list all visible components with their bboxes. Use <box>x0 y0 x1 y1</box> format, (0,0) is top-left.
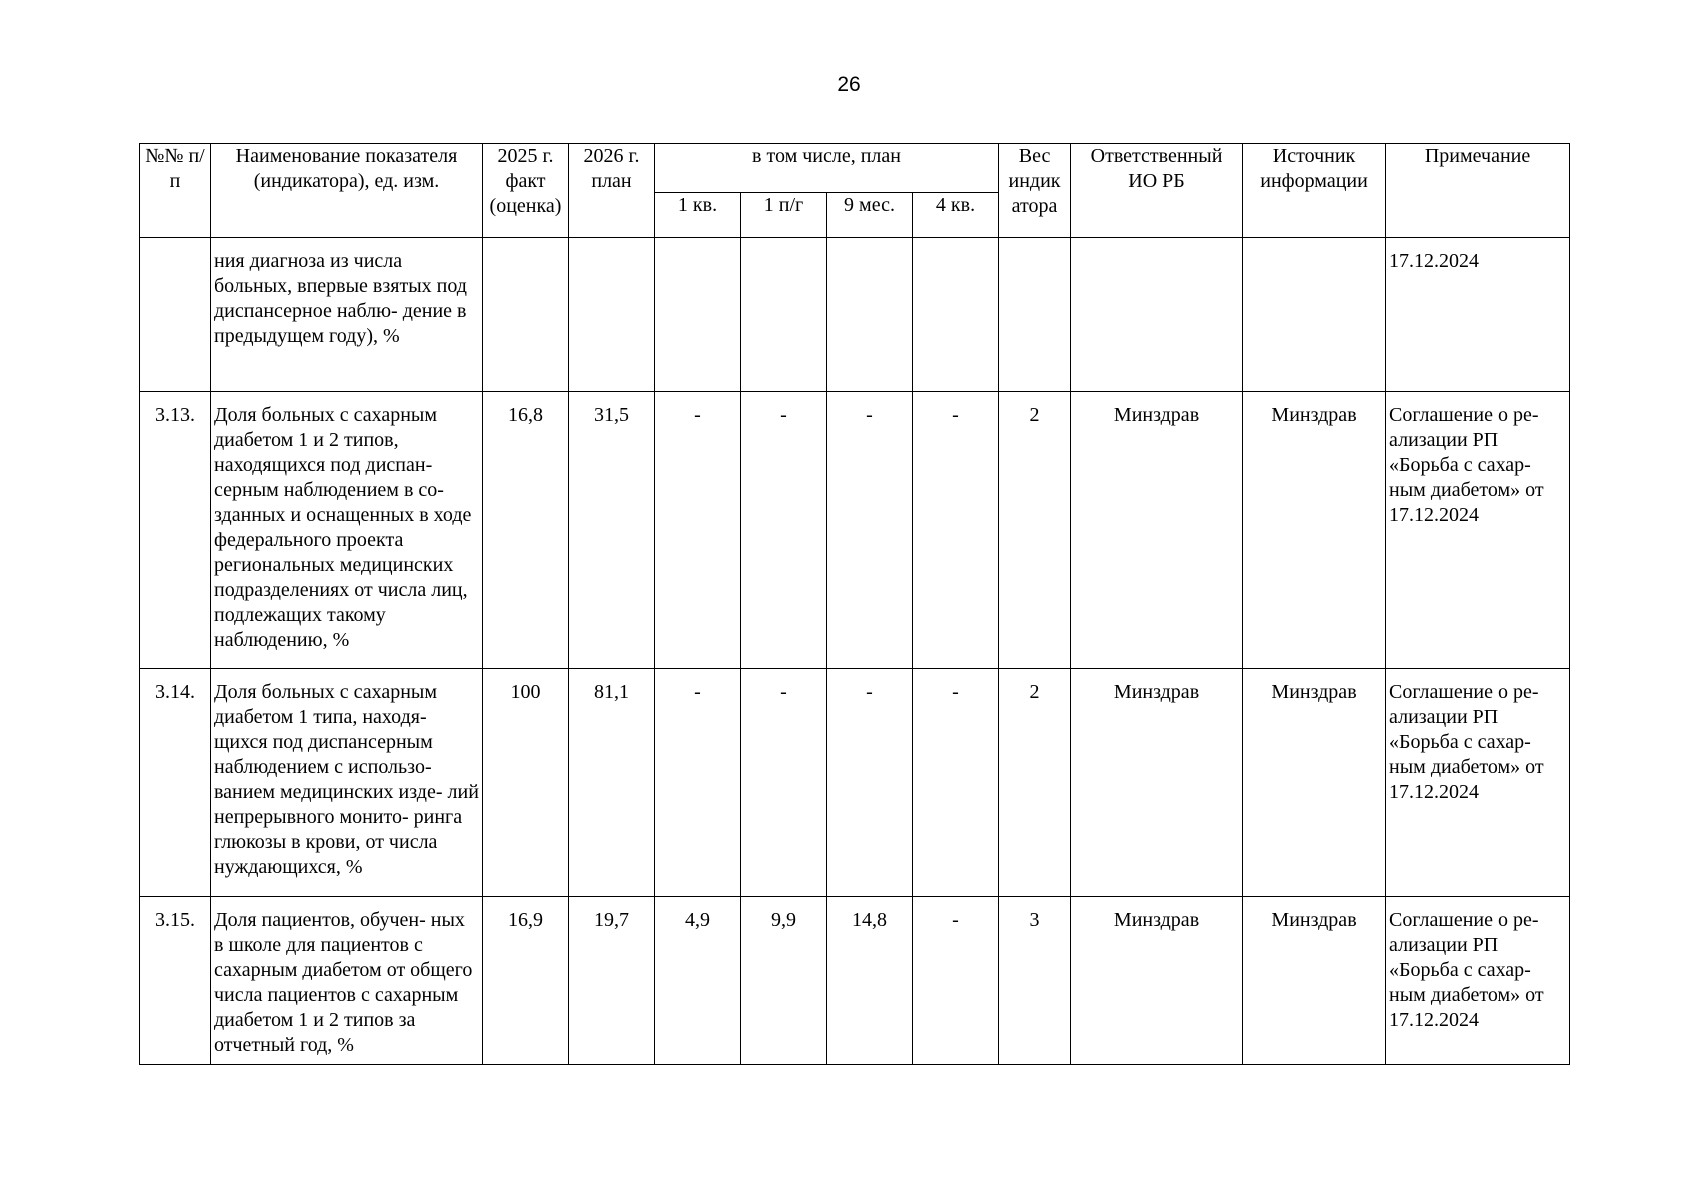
cell-weight: 2 <box>999 669 1071 897</box>
cell-indicator-name: ния диагноза из числа больных, впервые взятых под диспансерное наблю- дение в предыдущем году), % <box>211 238 483 392</box>
cell-num: 3.13. <box>140 392 211 669</box>
header-note: Примечание <box>1386 144 1570 238</box>
indicators-table <box>139 143 1570 1065</box>
header-plan-2026: 2026 г. план <box>569 144 655 238</box>
cell-note: 17.12.2024 <box>1386 238 1570 392</box>
cell-q4: - <box>913 669 999 897</box>
cell-9-months <box>827 238 913 392</box>
cell-9-months: - <box>827 392 913 669</box>
cell-num: 3.14. <box>140 669 211 897</box>
header-h1: 1 п/г <box>741 193 827 238</box>
cell-source <box>1243 238 1386 392</box>
cell-indicator-name: Доля больных с сахарным диабетом 1 и 2 типов, находящихся под диспан- серным наблюдением в со- зданных и оснащенных в ходе федерального проекта региональных медицинских подразделениях от числа лиц, подлежащих такому наблюдению, % <box>211 392 483 669</box>
cell-source: Минздрав <box>1243 669 1386 897</box>
header-name: Наименование показателя (индикатора), ед. изм. <box>211 144 483 238</box>
cell-plan-2026: 19,7 <box>569 897 655 1065</box>
cell-responsible: Минздрав <box>1071 669 1243 897</box>
cell-h1: - <box>741 669 827 897</box>
cell-q1: - <box>655 669 741 897</box>
header-9-months: 9 мес. <box>827 193 913 238</box>
cell-9-months: - <box>827 669 913 897</box>
cell-source: Минздрав <box>1243 897 1386 1065</box>
cell-q4: - <box>913 392 999 669</box>
page-number: 26 <box>837 73 861 96</box>
table-row <box>140 238 1570 392</box>
header-weight: Вес индик атора <box>999 144 1071 238</box>
cell-responsible: Минздрав <box>1071 392 1243 669</box>
header-q1: 1 кв. <box>655 193 741 238</box>
cell-num: 3.15. <box>140 897 211 1065</box>
cell-fact-2025: 16,9 <box>483 897 569 1065</box>
cell-fact-2025 <box>483 238 569 392</box>
header-including-plan: в том числе, план <box>655 144 999 193</box>
cell-h1: - <box>741 392 827 669</box>
cell-q1: 4,9 <box>655 897 741 1065</box>
cell-weight: 3 <box>999 897 1071 1065</box>
table-row <box>140 897 1570 1065</box>
cell-h1 <box>741 238 827 392</box>
cell-responsible <box>1071 238 1243 392</box>
cell-note: Соглашение о ре- ализации РП «Борьба с сахар- ным диабетом» от 17.12.2024 <box>1386 392 1570 669</box>
cell-responsible: Минздрав <box>1071 897 1243 1065</box>
cell-weight <box>999 238 1071 392</box>
cell-q4 <box>913 238 999 392</box>
cell-note: Соглашение о ре- ализации РП «Борьба с сахар- ным диабетом» от 17.12.2024 <box>1386 669 1570 897</box>
table-row <box>140 669 1570 897</box>
cell-num <box>140 238 211 392</box>
cell-indicator-name: Доля больных с сахарным диабетом 1 типа, находя- щихся под диспансерным наблюдением с использо- ванием медицинских изде- лий непрерывного монито- ринга глюкозы в крови, от числа нуждающихся, % <box>211 669 483 897</box>
cell-q4: - <box>913 897 999 1065</box>
header-q4: 4 кв. <box>913 193 999 238</box>
header-fact-2025: 2025 г. факт (оценка) <box>483 144 569 238</box>
cell-plan-2026: 31,5 <box>569 392 655 669</box>
cell-weight: 2 <box>999 392 1071 669</box>
cell-indicator-name: Доля пациентов, обучен- ных в школе для пациентов с сахарным диабетом от общего числа пациентов с сахарным диабетом 1 и 2 типов за отчетный год, % <box>211 897 483 1065</box>
cell-fact-2025: 16,8 <box>483 392 569 669</box>
cell-fact-2025: 100 <box>483 669 569 897</box>
cell-q1: - <box>655 392 741 669</box>
header-num: №№ п/п <box>140 144 211 238</box>
cell-9-months: 14,8 <box>827 897 913 1065</box>
cell-plan-2026 <box>569 238 655 392</box>
cell-q1 <box>655 238 741 392</box>
cell-source: Минздрав <box>1243 392 1386 669</box>
header-source: Источник информации <box>1243 144 1386 238</box>
cell-plan-2026: 81,1 <box>569 669 655 897</box>
header-responsible: Ответственный ИО РБ <box>1071 144 1243 238</box>
cell-note: Соглашение о ре- ализации РП «Борьба с сахар- ным диабетом» от 17.12.2024 <box>1386 897 1570 1065</box>
table-row <box>140 392 1570 669</box>
cell-h1: 9,9 <box>741 897 827 1065</box>
